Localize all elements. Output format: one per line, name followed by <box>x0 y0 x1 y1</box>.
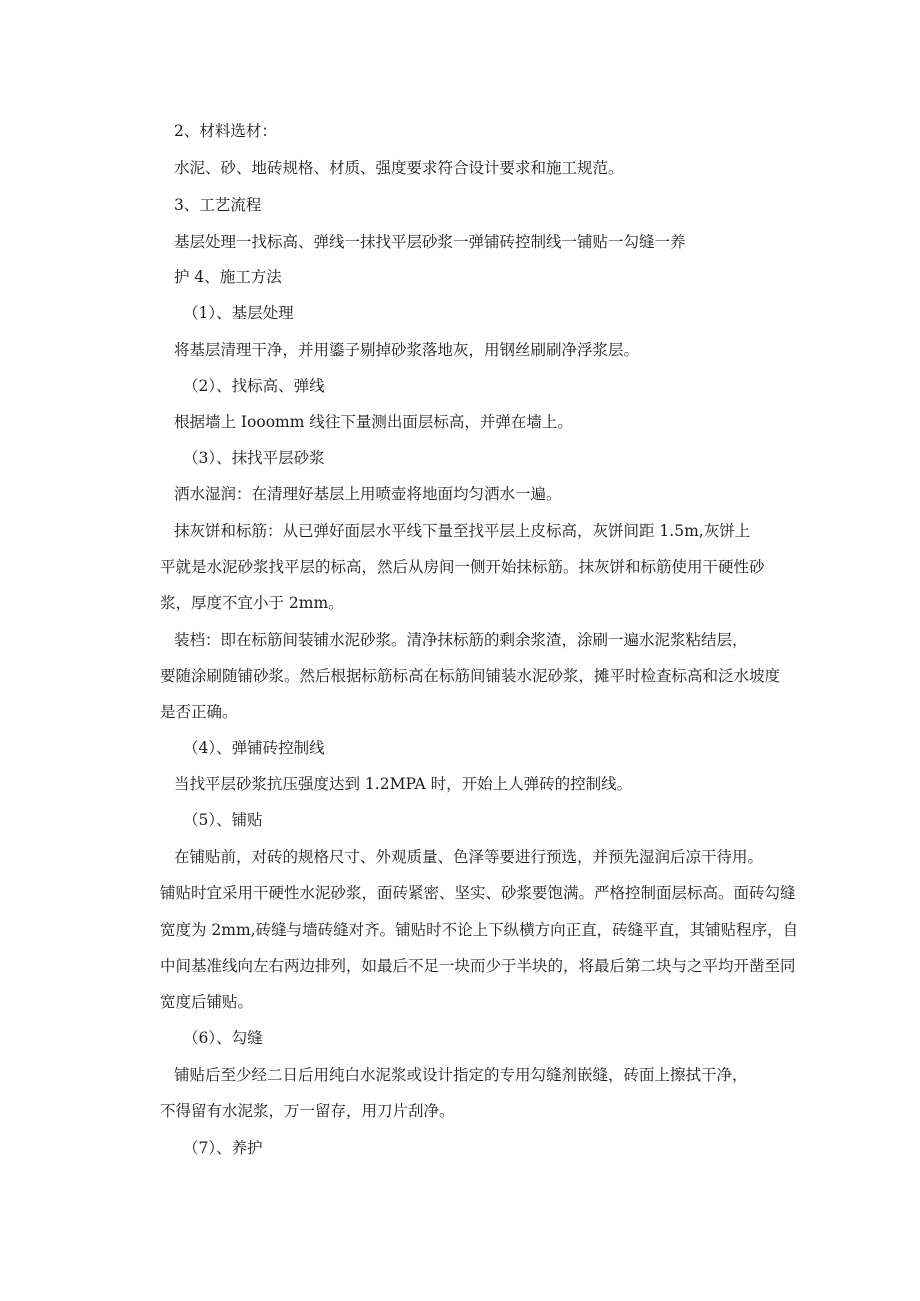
paragraph-line: 抹灰饼和标筋：从已弹好面层水平线下量至找平层上皮标高，灰饼间距 1.5m,灰饼上 <box>174 522 751 540</box>
paragraph-line: 平就是水泥砂浆找平层的标高，然后从房间一侧开始抹标筋。抹灰饼和标筋使用干硬性砂 <box>160 558 765 576</box>
heading-construction-method: 护 4、施工方法 <box>174 268 282 286</box>
paragraph-line: 铺贴时宜采用干硬性水泥砂浆，面砖紧密、坚实、砂浆要饱满。严格控制面层标高。面砖勾缝 <box>160 884 796 902</box>
subheading-tiling: （5）、铺贴 <box>183 811 263 829</box>
paragraph-line: 中间基准线向左右两边排列，如最后不足一块而少于半块的，将最后第二块与之平均开凿至同 <box>160 957 796 975</box>
subheading-grouting: （6）、勾缝 <box>183 1029 263 1047</box>
paragraph-line: 铺贴后至少经二日后用纯白水泥浆或设计指定的专用勾缝剂嵌缝，砖面上擦拭干净， <box>174 1066 748 1084</box>
paragraph-line: 水泥、砂、地砖规格、材质、强度要求符合设计要求和施工规范。 <box>174 159 624 177</box>
paragraph-line: 是否正确。 <box>160 703 238 721</box>
paragraph-line: 宽度为 2mm,砖缝与墙砖缝对齐。铺贴时不论上下纵横方向正直，砖缝平直，其铺贴程序，自 <box>160 921 799 939</box>
heading-materials: 2、材料选材： <box>174 122 277 140</box>
paragraph-line: 在铺贴前，对砖的规格尺寸、外观质量、色泽等要进行预选，并预先湿润后凉干待用。 <box>174 848 764 866</box>
subheading-elevation: （2）、找标高、弹线 <box>183 377 325 395</box>
paragraph-line: 将基层清理干净，并用鎏子剔掉砂浆落地灰，用钢丝刷刷净浮浆层。 <box>174 341 640 359</box>
subheading-curing: （7）、养护 <box>183 1139 263 1157</box>
paragraph-line: 宽度后铺贴。 <box>160 993 254 1011</box>
paragraph-line: 根据墙上 Iooomm 线往下量测出面层标高，并弹在墙上。 <box>174 413 573 431</box>
paragraph-line: 当找平层砂浆抗压强度达到 1.2MPA 时，开始上人弹砖的控制线。 <box>174 775 633 793</box>
paragraph-line: 装档：即在标筋间装铺水泥砂浆。清净抹标筋的剩余浆渣，涂刷一遍水泥浆粘结层， <box>174 631 748 649</box>
paragraph-line: 洒水湿润：在清理好基层上用喷壶将地面均匀洒水一遍。 <box>174 485 562 503</box>
heading-process-flow: 3、工艺流程 <box>174 196 262 214</box>
subheading-base-treatment: （1）、基层处理 <box>183 304 294 322</box>
paragraph-line: 浆，厚度不宜小于 2mm。 <box>160 594 344 612</box>
subheading-leveling-mortar: （3）、抹找平层砂浆 <box>183 449 325 467</box>
paragraph-line: 不得留有水泥浆，万一留存，用刀片刮净。 <box>160 1102 455 1120</box>
paragraph-line: 要随涂刷随铺砂浆。然后根据标筋标高在标筋间铺装水泥砂浆，摊平时检查标高和泛水坡度 <box>160 667 781 685</box>
subheading-control-lines: （4）、弹铺砖控制线 <box>183 739 325 757</box>
paragraph-line: 基层处理一找标高、弹线一抹找平层砂浆一弹铺砖控制线一铺贴一勾缝一养 <box>174 233 686 251</box>
